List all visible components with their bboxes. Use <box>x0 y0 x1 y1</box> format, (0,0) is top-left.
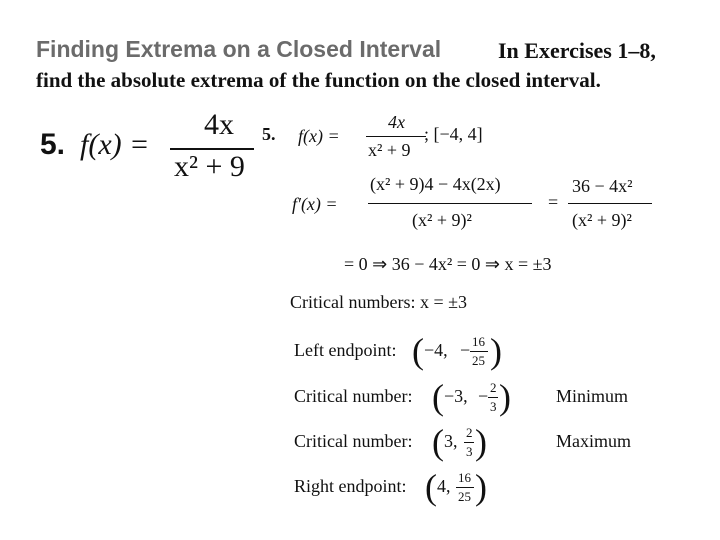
problem-denominator: x² + 9 <box>174 150 245 183</box>
deriv-equals: = <box>548 192 559 212</box>
critical-numbers: Critical numbers: x = ±3 <box>290 292 468 312</box>
solution-number: 5. <box>262 124 276 144</box>
row-sign: − <box>460 340 471 360</box>
row-label: Critical number: <box>294 431 413 451</box>
problem-lhs: f(x) = <box>80 128 150 161</box>
row-note: Minimum <box>556 386 629 406</box>
section-heading: Finding Extrema on a Closed Interval <box>36 36 442 62</box>
deriv2-denominator: (x² + 9)² <box>572 210 632 230</box>
problem-statement <box>0 110 254 190</box>
left-paren: ( <box>432 422 444 462</box>
deriv-lhs: f′(x) = <box>292 194 338 214</box>
row-x: 3, <box>444 431 458 451</box>
deriv2-fraction-bar <box>568 203 652 204</box>
row-fraction-bar <box>456 487 474 488</box>
left-paren: ( <box>412 331 424 371</box>
row-label: Right endpoint: <box>294 476 407 496</box>
deriv-denominator: (x² + 9)² <box>412 210 472 230</box>
right-paren: ) <box>475 422 487 462</box>
left-paren: ( <box>432 377 444 417</box>
right-paren: ) <box>475 467 487 507</box>
row-label: Critical number: <box>294 386 413 406</box>
fx-fraction-bar <box>366 136 426 137</box>
deriv-fraction-bar <box>368 203 532 204</box>
row-fraction-bar <box>470 351 488 352</box>
row-num: 2 <box>490 380 497 395</box>
exercises-label: In Exercises 1–8, <box>498 38 656 63</box>
row-x: −4, <box>424 340 448 360</box>
row-den: 3 <box>466 444 473 459</box>
row-den: 25 <box>472 353 485 368</box>
row-fraction-bar <box>464 442 474 443</box>
right-paren: ) <box>490 331 502 371</box>
interval: ; [−4, 4] <box>424 124 483 144</box>
row-label: Left endpoint: <box>294 340 397 360</box>
row-x: −3, <box>444 386 468 406</box>
row-fraction-bar <box>488 397 498 398</box>
row-num: 16 <box>472 334 485 349</box>
row-note: Maximum <box>556 431 631 451</box>
critical-equation: = 0 ⇒ 36 − 4x² = 0 ⇒ x = ±3 <box>344 254 552 274</box>
row-x: 4, <box>437 476 451 496</box>
row-sign: − <box>478 386 489 406</box>
fx-numerator: 4x <box>388 112 405 132</box>
deriv2-numerator: 36 − 4x² <box>572 176 633 196</box>
problem-number: 5. <box>40 128 66 161</box>
row-num: 2 <box>466 425 473 440</box>
right-paren: ) <box>499 377 511 417</box>
row-den: 3 <box>490 399 497 414</box>
fx-lhs: f(x) = <box>298 126 340 146</box>
fx-denominator: x² + 9 <box>368 140 411 160</box>
row-num: 16 <box>458 470 471 485</box>
problem-numerator: 4x <box>204 110 234 141</box>
instruction-text: find the absolute extrema of the function on the closed interval. <box>36 68 601 92</box>
left-paren: ( <box>425 467 437 507</box>
deriv-numerator: (x² + 9)4 − 4x(2x) <box>370 174 501 194</box>
row-den: 25 <box>458 489 471 504</box>
